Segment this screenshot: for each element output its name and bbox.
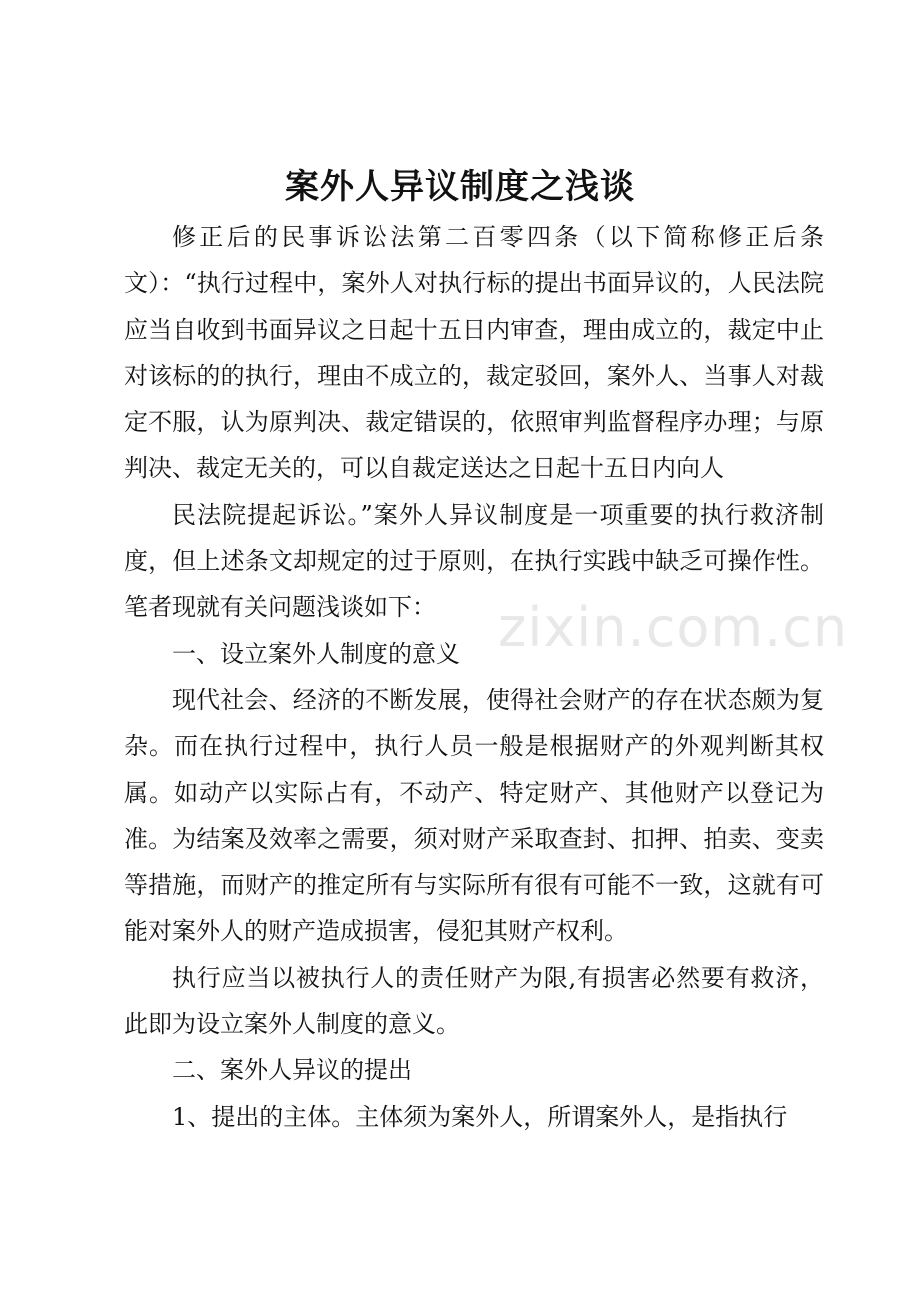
document-body [124, 214, 824, 1140]
paragraph-5: 1、提出的主体。主体须为案外人，所谓案外人，是指执行 [172, 1102, 788, 1131]
section-heading-2: 二、案外人异议的提出 [172, 1056, 412, 1085]
paragraph-4: 执行应当以被执行人的责任财产为限,有损害必然要有救济，此即为设立案外人制度的意义。 [124, 963, 824, 1039]
paragraph-2: 民法院提起诉讼。”案外人异议制度是一项重要的执行救济制度，但上述条文却规定的过于原则，在执行实践中缺乏可操作性。笔者现就有关问题浅谈如下： [124, 500, 824, 622]
watermark: zixin.com.cn [498, 596, 849, 659]
paragraph-3: 现代社会、经济的不断发展，使得社会财产的存在状态颇为复杂。而在执行过程中，执行人员一般是根据财产的外观判断其权属。如动产以实际占有，不动产、特定财产、其他财产以登记为准。为结案及效率之需要，须对财产采取查封、扣押、拍卖、变卖等措施，而财产的推定所有与实际所有很有可能不一致，这就有可能对案外人的财产造成损害，侵犯其财产权利。 [124, 685, 824, 946]
document-title: 案外人异议制度之浅谈 [285, 167, 635, 207]
paragraph-1: 修正后的民事诉讼法第二百零四条（以下简称修正后条文）：“执行过程中，案外人对执行标的提出书面异议的，人民法院应当自收到书面异议之日起十五日内审查，理由成立的，裁定中止对该标的的执行，理由不成立的，裁定驳回，案外人、当事人对裁定不服，认为原判决、裁定错误的，依照审判监督程序办理；与原判决、裁定无关的，可以自裁定送达之日起十五日内向人 [124, 223, 824, 483]
section-heading-1: 一、设立案外人制度的意义 [172, 639, 460, 668]
